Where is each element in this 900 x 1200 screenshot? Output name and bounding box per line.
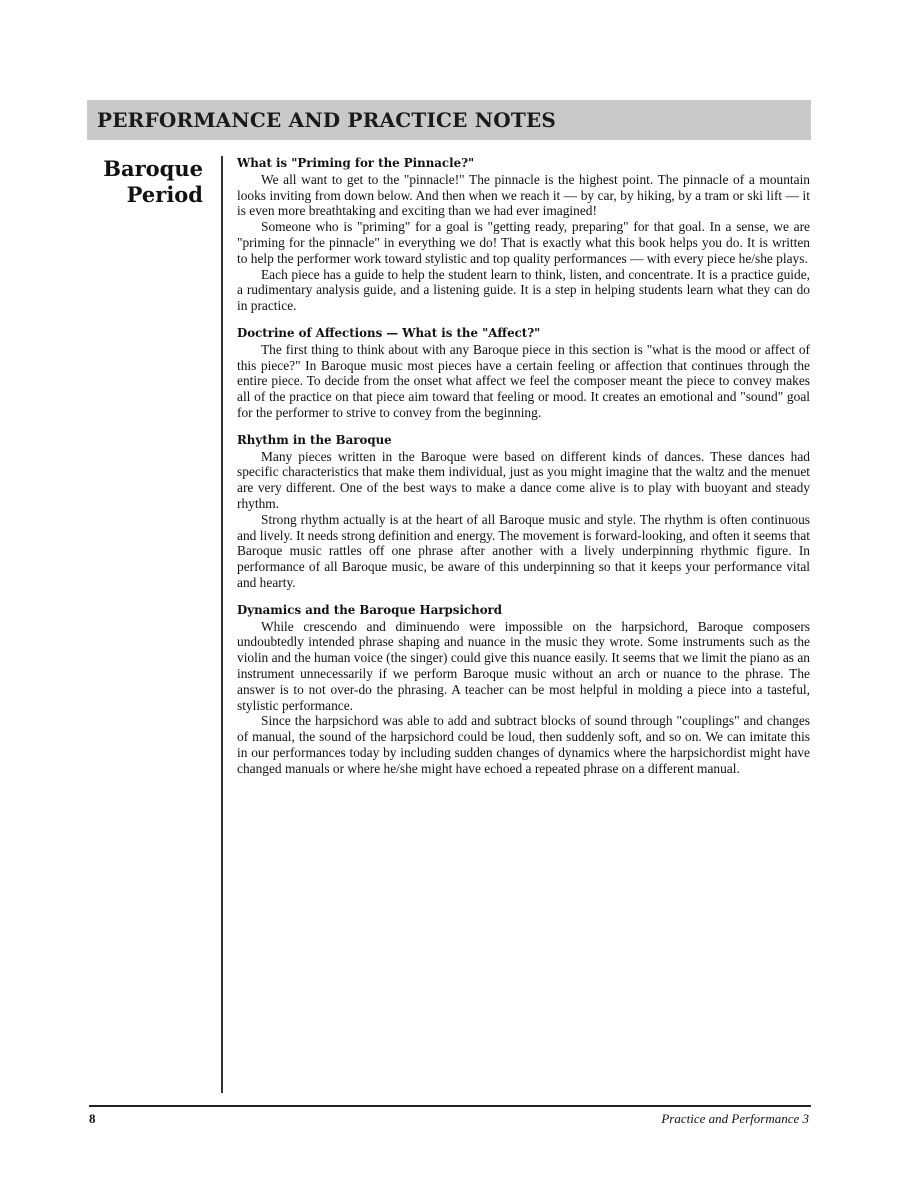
section-rhythm [237,433,810,591]
section-paragraph: Since the harpsichord was able to add and subtract blocks of sound through "couplings" and changes of manual, the sound of the harpsichord could be loud, then suddenly soft, and so on. We can imitate this in our performances today by including sudden changes of dynamics where the harpsichordist might have changed manuals or where he/she might have echoed a repeated phrase on a different manual. [237,713,810,776]
section-paragraph: While crescendo and diminuendo were impossible on the harpsichord, Baroque composers undoubtedly intended phrase shaping and nuance in the music they wrote. Some instruments such as the violin and the human voice (the singer) could give this nuance easily. It seems that we limit the piano as an instrument unnecessarily if we perform Baroque music without an arch or nuance to the phrase. The answer is to not over-do the phrasing. A teacher can be most helpful in molding a piece into a tasteful, stylistic performance. [237,618,810,713]
period-title-line2: Period [126,182,203,207]
period-title [100,156,203,208]
section-priming [237,156,810,314]
section-heading: Doctrine of Affections — What is the "Affect?" [237,325,541,340]
footer-rule [89,1105,811,1107]
section-heading: Rhythm in the Baroque [237,432,392,447]
section-paragraph: Someone who is "priming" for a goal is "getting ready, preparing" for that goal. In a sense, we are "priming for the pinnacle" in everything we do! That is exactly what this book helps you do. It is written to help the performer work toward stylistic and top quality performances — with every piece he/she plays. [237,219,810,266]
section-header-bar [87,100,811,140]
section-paragraph: The first thing to think about with any Baroque piece in this section is "what is the mood or affect of this piece?" In Baroque music most pieces have a certain feeling or affection that continues through the entire piece. To decide from the onset what affect we feel the composer meant the piece to convey makes all of the practice on that piece aim toward that feeling or mood. It creates an emotional and "sound" goal for the performer to strive to convey from the beginning. [237,341,810,420]
section-paragraph: Many pieces written in the Baroque were based on different kinds of dances. These dances had specific characteristics that make them individual, just as you might imagine that the waltz and the menuet are very different. One of the best ways to make a dance come alive is to play with buoyant and steady rhythm. [237,448,810,511]
section-dynamics [237,603,810,777]
section-paragraph: Each piece has a guide to help the student learn to think, listen, and concentrate. It is a practice guide, a rudimentary analysis guide, and a listening guide. It is a step in helping students learn what they can do in practice. [237,266,810,314]
page-header-title: PERFORMANCE AND PRACTICE NOTES [97,108,557,132]
section-affections [237,326,810,421]
vertical-divider [221,156,223,1093]
section-paragraph: We all want to get to the "pinnacle!" The pinnacle is the highest point. The pinnacle of a mountain looks inviting from down below. And then when we reach it — by car, by hiking, by a tram or ski lift — it is even more breathtaking and exciting than we had ever imagined! [237,171,810,219]
section-heading: What is "Priming for the Pinnacle?" [237,156,475,170]
period-title-line1: Baroque [103,156,203,181]
section-heading: Dynamics and the Baroque Harpsichord [237,602,503,617]
running-footer-title: Practice and Performance 3 [661,1111,809,1126]
page-number: 8 [89,1111,96,1126]
notes-content [237,156,810,788]
section-paragraph: Strong rhythm actually is at the heart of all Baroque music and style. The rhythm is often continuous and lively. It needs strong definition and energy. The movement is forward-looking, and often it seems that Baroque music rattles off one phrase after another with a lively underpinning rhythmic figure. In performance of all Baroque music, be aware of this underpinning so that it keeps your performance vital and hearty. [237,511,810,590]
